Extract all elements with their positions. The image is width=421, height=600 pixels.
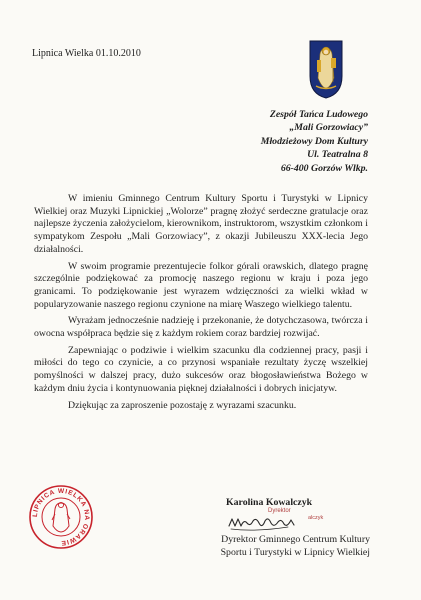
handwritten-signature-icon: [226, 510, 308, 534]
recipient-line: Młodzieżowy Dom Kultury: [260, 135, 368, 147]
signer-stamp-label: Dyrektor: [268, 508, 291, 514]
recipient-line: Zespół Tańca Ludowego: [269, 109, 368, 120]
letter-body: [34, 193, 368, 416]
body-paragraph: W imieniu Gminnego Centrum Kultury Sportu i Turystyki w Lipnicy Wielkiej oraz Muzyki Lipnickiej „Wolorze” pragnę złożyć serdeczne gratulacje oraz najlepsze życzenia założycielom, kierownikom, instruktorom, wszystkim członkom i sympatykom Zespołu „Mali Gorzowiacy”, z okazji Jubileuszu XXX-lecia Jego działalności.: [34, 193, 368, 255]
body-paragraph: Dziękując za zaproszenie pozostaję z wyrazami szacunku.: [68, 399, 297, 411]
recipient-address: [150, 108, 368, 175]
body-paragraph: Zapewniając o podziwie i wielkim szacunku dla codziennej pracy, pasji i miłości do tego co czynicie, a co przynosi wspaniałe rezultaty życzę wszelkiej pomyślności w dalszej pracy, dużo sukcesów oraz błogosławieństwa Bożego w każdym dniu życia i kontynuowania pięknej działalności i dobrych inicjatyw.: [34, 344, 368, 394]
stamp-text-path: LIPNICA WIELKA NA ORAWIE: [31, 487, 91, 547]
signer-title-line: Dyrektor Gminnego Centrum Kultury: [221, 534, 370, 545]
coat-of-arms-icon: [306, 38, 346, 100]
recipient-line: 66-400 Gorzów Wlkp.: [280, 162, 368, 174]
body-paragraph: Wyrażam jednocześnie nadzieję i przekonanie, że dotychczasowa, twórcza i owocna współpraca będzie się z każdym rokiem coraz bardziej rozwijać.: [34, 315, 368, 340]
stamp-text: [32, 488, 90, 546]
signer-stamp-label-small: alczyk: [308, 515, 324, 521]
place-date: Lipnica Wielka 01.10.2010: [32, 48, 141, 59]
recipient-line: Ul. Teatralna 8: [307, 149, 368, 161]
recipient-line: „Mali Gorzowiacy”: [289, 122, 368, 134]
signer-title: [146, 533, 370, 560]
round-seal-stamp-icon: [28, 484, 94, 550]
signer-name: Karolina Kowalczyk: [226, 497, 313, 508]
signer-title-line: Sportu i Turystyki w Lipnicy Wielkiej: [220, 547, 370, 559]
body-paragraph: W swoim programie prezentujecie folkor górali orawskich, dlatego pragnę szczególnie podziękować za promocję naszego regionu w kraju i poza jego granicami. To podziękowanie jest wyrazem wdzięczności za wielki wkład w popularyzowanie naszego regionu czynione na miarę Waszego wielkiego talentu.: [34, 260, 368, 310]
